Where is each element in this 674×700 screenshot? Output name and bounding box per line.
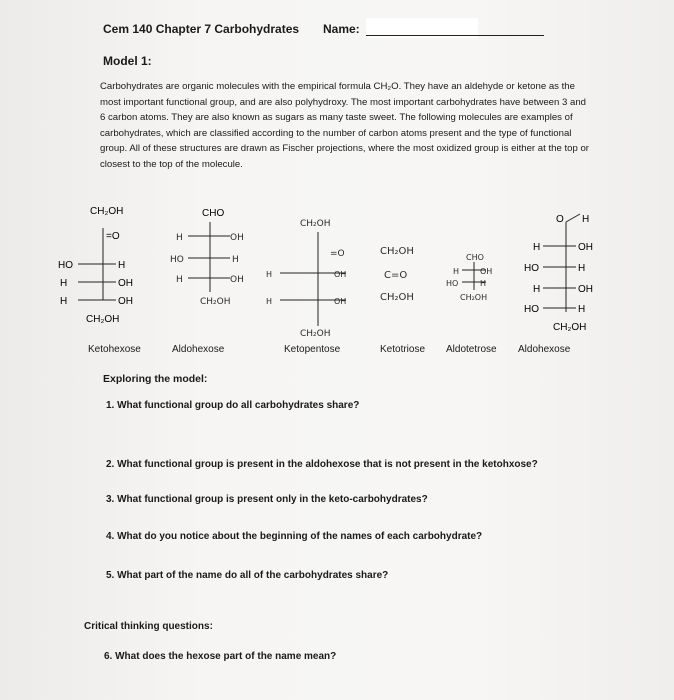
ketopentose-bottom: CH₂OH	[300, 329, 331, 339]
ketopentose-left-1: H	[266, 270, 273, 279]
ketopentose-right-1: OH	[334, 270, 347, 279]
aldohexose1-right-3: OH	[230, 275, 244, 285]
aldohexose2-right-3: OH	[578, 284, 593, 295]
exploring-heading: Exploring the model:	[103, 373, 208, 385]
aldohexose2-bottom: CH₂OH	[553, 322, 587, 333]
ketohexose-bottom: CH₂OH	[86, 314, 120, 325]
label-aldotetrose: Aldotetrose	[446, 344, 497, 355]
ketohexose-carbonyl: =O	[106, 231, 120, 242]
aldohexose2-hydrogen: H	[582, 214, 590, 225]
aldohexose1-left-1: H	[176, 233, 183, 243]
model-heading: Model 1:	[103, 54, 152, 68]
label-ketotriose: Ketotriose	[380, 344, 426, 355]
label-ketohexose: Ketohexose	[88, 344, 141, 355]
ketohexose-right-3: OH	[118, 296, 133, 307]
aldotetrose-right-1: OH	[480, 267, 493, 276]
ketopentose-left-2: H	[266, 297, 273, 306]
aldohexose1-right-1: OH	[230, 233, 244, 243]
question-2: 2. What functional group is present in the aldohexose that is not present in the ketohxose?	[106, 459, 538, 470]
ketohexose-right-1: H	[118, 260, 126, 271]
name-label: Name:	[323, 22, 360, 36]
aldotetrose-left-2: HO	[446, 279, 459, 288]
question-5: 5. What part of the name do all of the carbohydrates share?	[106, 570, 389, 581]
ketopentose-carbonyl: =O	[330, 249, 345, 259]
aldotetrose-left-1: H	[453, 267, 460, 276]
aldohexose2-left-1: H	[533, 242, 541, 253]
worksheet-title: Cem 140 Chapter 7 Carbohydrates	[103, 22, 300, 36]
ketotriose-middle: C=O	[384, 270, 408, 281]
question-1: 1. What functional group do all carbohydrates share?	[106, 400, 360, 411]
ketohexose-left-3: H	[60, 296, 68, 307]
ketohexose-left-1: HO	[58, 260, 73, 271]
question-6: 6. What does the hexose part of the name mean?	[104, 651, 337, 662]
ketotriose-bottom: CH₂OH	[380, 292, 414, 303]
ketohexose-left-2: H	[60, 278, 68, 289]
aldotetrose-right-2: H	[480, 279, 487, 288]
aldohexose2-right-2: H	[578, 263, 586, 274]
aldohexose1-left-2: HO	[170, 255, 184, 265]
aldohexose1-right-2: H	[232, 255, 239, 265]
aldohexose1-left-3: H	[176, 275, 183, 285]
question-4: 4. What do you notice about the beginning of the names of each carbohydrate?	[106, 531, 483, 542]
aldotetrose-top: CHO	[466, 253, 484, 262]
ketopentose-right-2: OH	[334, 297, 347, 306]
label-ketopentose: Ketopentose	[284, 344, 341, 355]
model-paragraph: Carbohydrates are organic molecules with the empirical formula CH₂O. They have an aldehyde or ketone as the most important functional group, and are also polyhydroxy. The most important carbohydrates have between 3 and 6 carbon atoms. They are also known as sugars as many taste sweet. The following molecules are examples of carbohydrates, which are classified according to the number of carbon atoms present and the type of functional group. All of these structures are drawn as Fischer projections, where the most oxidized group is either at the top or closest to the top of the molecule.	[100, 81, 589, 170]
ketohexose-top: CH₂OH	[90, 206, 124, 217]
aldohexose2-oxygen: O	[556, 214, 564, 225]
aldotetrose-bottom: CH₂OH	[460, 293, 488, 302]
aldohexose2-right-1: OH	[578, 242, 593, 253]
aldohexose2-left-4: HO	[524, 304, 539, 315]
aldohexose2-left-2: HO	[524, 263, 539, 274]
label-aldohexose-1: Aldohexose	[172, 344, 225, 355]
question-3: 3. What functional group is present only in the keto-carbohydrates?	[106, 494, 428, 505]
ketotriose-top: CH₂OH	[380, 246, 414, 257]
aldohexose1-top: CHO	[202, 208, 225, 219]
aldohexose2-right-4: H	[578, 304, 586, 315]
ketopentose-top: CH₂OH	[300, 219, 331, 229]
ketohexose-right-2: OH	[118, 278, 133, 289]
aldohexose1-bottom: CH₂OH	[200, 297, 231, 307]
aldohexose2-left-3: H	[533, 284, 541, 295]
critical-heading: Critical thinking questions:	[84, 621, 213, 632]
label-aldohexose-2: Aldohexose	[518, 344, 571, 355]
